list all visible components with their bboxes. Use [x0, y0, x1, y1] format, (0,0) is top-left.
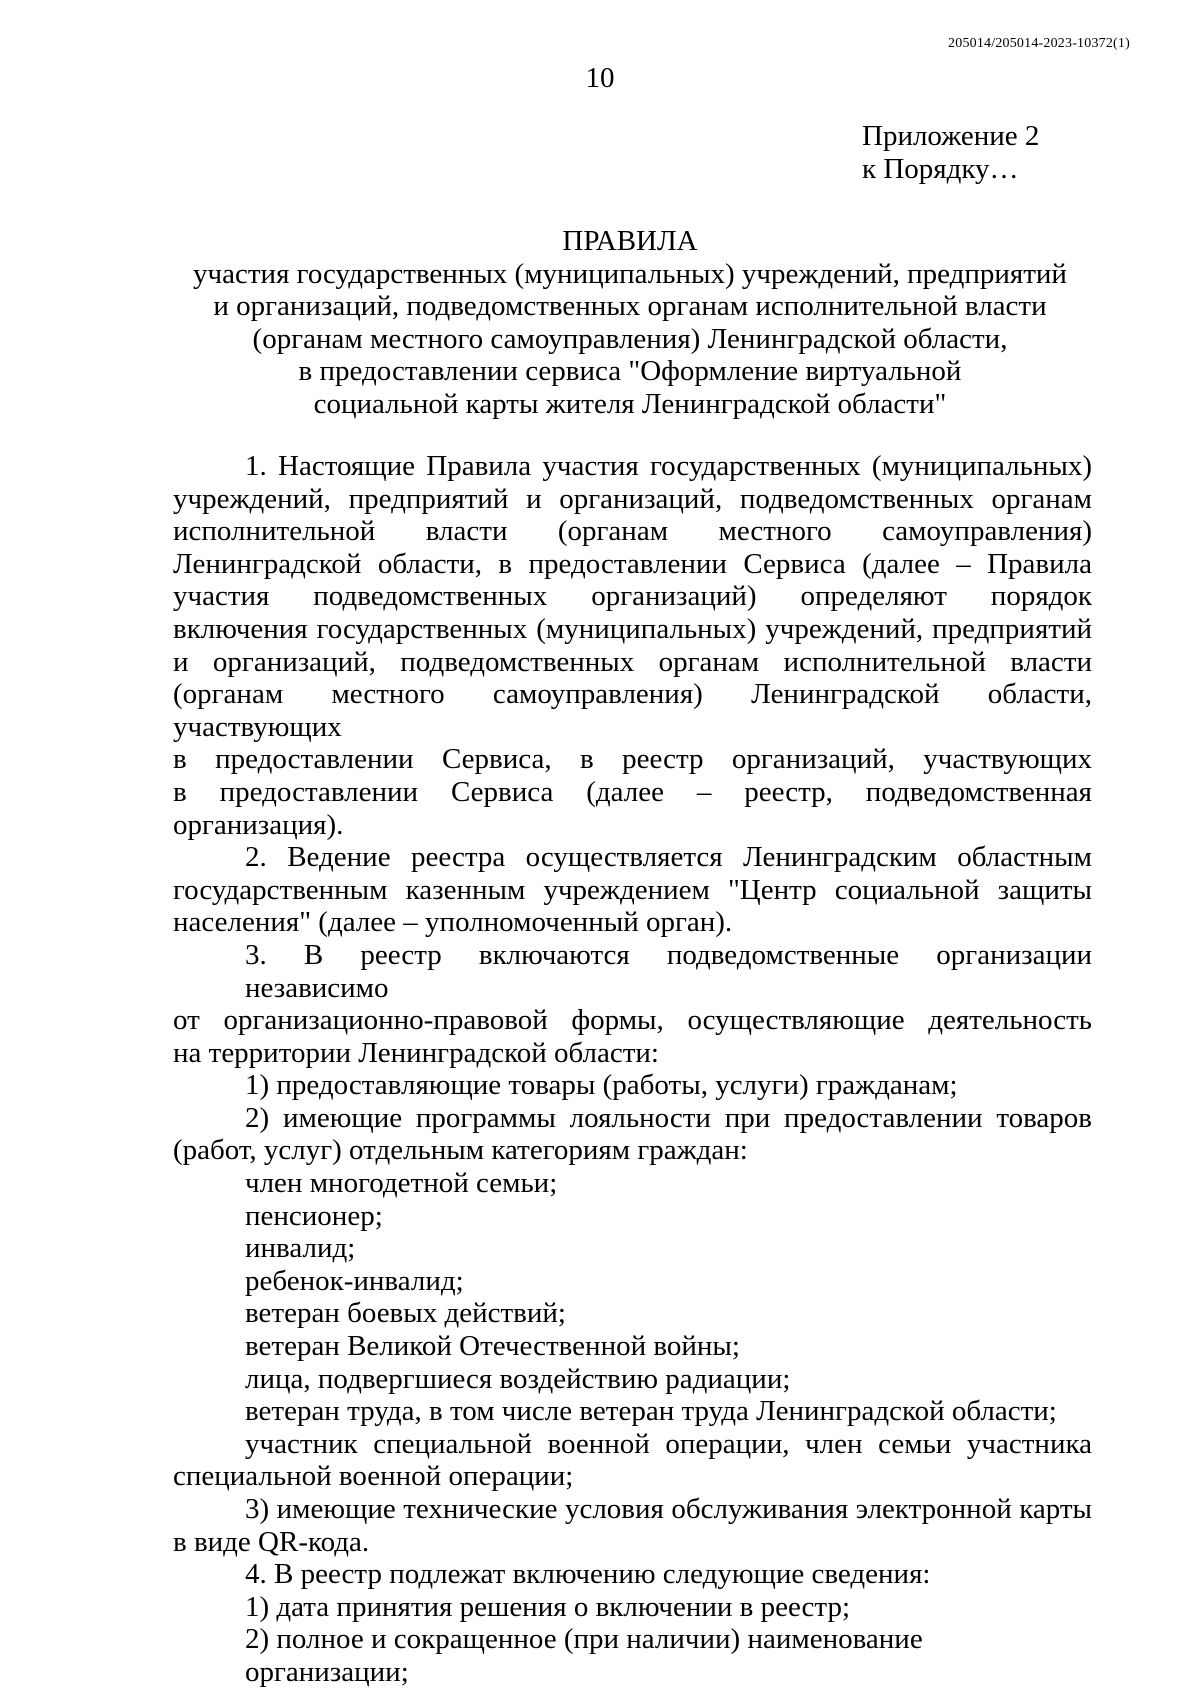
text-line: 2) имеющие программы лояльности при предоставлении товаров — [245, 1101, 1092, 1134]
text-line: от организационно-правовой формы, осуществляющие деятельность — [173, 1004, 1092, 1037]
list-item — [173, 1102, 1092, 1167]
category-item: лица, подвергшиеся воздействию радиации; — [245, 1362, 791, 1395]
paragraph-1 — [173, 450, 1092, 841]
text-line: (работ, услуг) отдельным категориям граждан: — [173, 1134, 748, 1167]
list-item: 1) дата принятия решения о включении в реестр; — [245, 1590, 851, 1623]
text-line: специальной военной операции; — [173, 1460, 574, 1493]
text-line: 3) имеющие технические условия обслуживания электронной карты — [245, 1493, 1092, 1525]
category-item: ветеран Великой Отечественной войны; — [245, 1330, 740, 1363]
category-item — [173, 1428, 1092, 1493]
category-item: инвалид; — [245, 1232, 356, 1265]
appendix-line-1: Приложение 2 — [862, 120, 1040, 152]
text-line: государственным казенным учреждением "Центр социальной защиты — [173, 873, 1092, 906]
paragraph-3 — [173, 939, 1092, 1069]
category-item: ребенок-инвалид; — [245, 1264, 464, 1297]
list-item: 2) полное и сокращенное (при наличии) наименование организации; — [245, 1623, 923, 1688]
text-line: включения государственных (муниципальных) учреждений, предприятий — [173, 612, 1092, 645]
paragraph-2 — [173, 841, 1092, 939]
text-line: и организаций, подведомственных органам исполнительной власти — [173, 645, 1092, 678]
text-line: 2. Ведение реестра осуществляется Ленинградским областным — [245, 841, 1092, 874]
title-line: в предоставлении сервиса "Оформление виртуальной — [298, 355, 962, 387]
title-heading: ПРАВИЛА — [562, 225, 698, 257]
title-line: социальной карты жителя Ленинградской области" — [313, 387, 947, 420]
text-line: организация). — [173, 808, 344, 841]
text-line: населения" (далее – уполномоченный орган). — [173, 906, 733, 939]
text-line: 1. Настоящие Правила участия государственных (муниципальных) — [245, 450, 1092, 482]
category-item: ветеран боевых действий; — [245, 1297, 566, 1330]
text-line: в предоставлении Сервиса (далее – реестр, подведомственная — [173, 775, 1092, 808]
text-line: в виде QR-кода. — [173, 1525, 370, 1558]
appendix-line-2: к Порядку… — [862, 153, 1019, 185]
text-line: 3. В реестр включаются подведомственные организации независимо — [245, 938, 1092, 1004]
category-item: ветеран труда, в том числе ветеран труда Ленинградской области; — [245, 1395, 1057, 1428]
paragraph-4: 4. В реестр подлежат включению следующие сведения: — [245, 1558, 931, 1591]
text-line: участия подведомственных организаций) определяют порядок — [173, 580, 1092, 613]
text-line: в предоставлении Сервиса, в реестр организаций, участвующих — [173, 743, 1092, 776]
category-item: пенсионер; — [245, 1199, 383, 1232]
list-item — [173, 1493, 1092, 1558]
text-line: исполнительной власти (органам местного самоуправления) — [173, 515, 1092, 548]
page-number: 10 — [585, 62, 615, 94]
title-line: (органам местного самоуправления) Ленинградской области, — [252, 322, 1008, 355]
appendix-reference — [862, 120, 1039, 186]
text-line: на территории Ленинградской области: — [173, 1036, 659, 1069]
title-line: и организаций, подведомственных органам исполнительной власти — [213, 290, 1047, 322]
text-line: (органам местного самоуправления) Ленинградской области, участвующих — [173, 678, 1092, 743]
category-item: член многодетной семьи; — [245, 1167, 558, 1200]
document-id: 205014/205014-2023-10372(1) — [948, 36, 1130, 51]
document-body — [173, 450, 1092, 1689]
document-title — [170, 225, 1090, 420]
list-item: 1) предоставляющие товары (работы, услуги) гражданам; — [245, 1069, 958, 1102]
text-line: участник специальной военной операции, член семьи участника — [245, 1427, 1092, 1460]
title-line: участия государственных (муниципальных) учреждений, предприятий — [193, 257, 1067, 290]
text-line: учреждений, предприятий и организаций, подведомственных органам — [173, 482, 1092, 515]
text-line: Ленинградской области, в предоставлении Сервиса (далее – Правила — [173, 547, 1092, 580]
